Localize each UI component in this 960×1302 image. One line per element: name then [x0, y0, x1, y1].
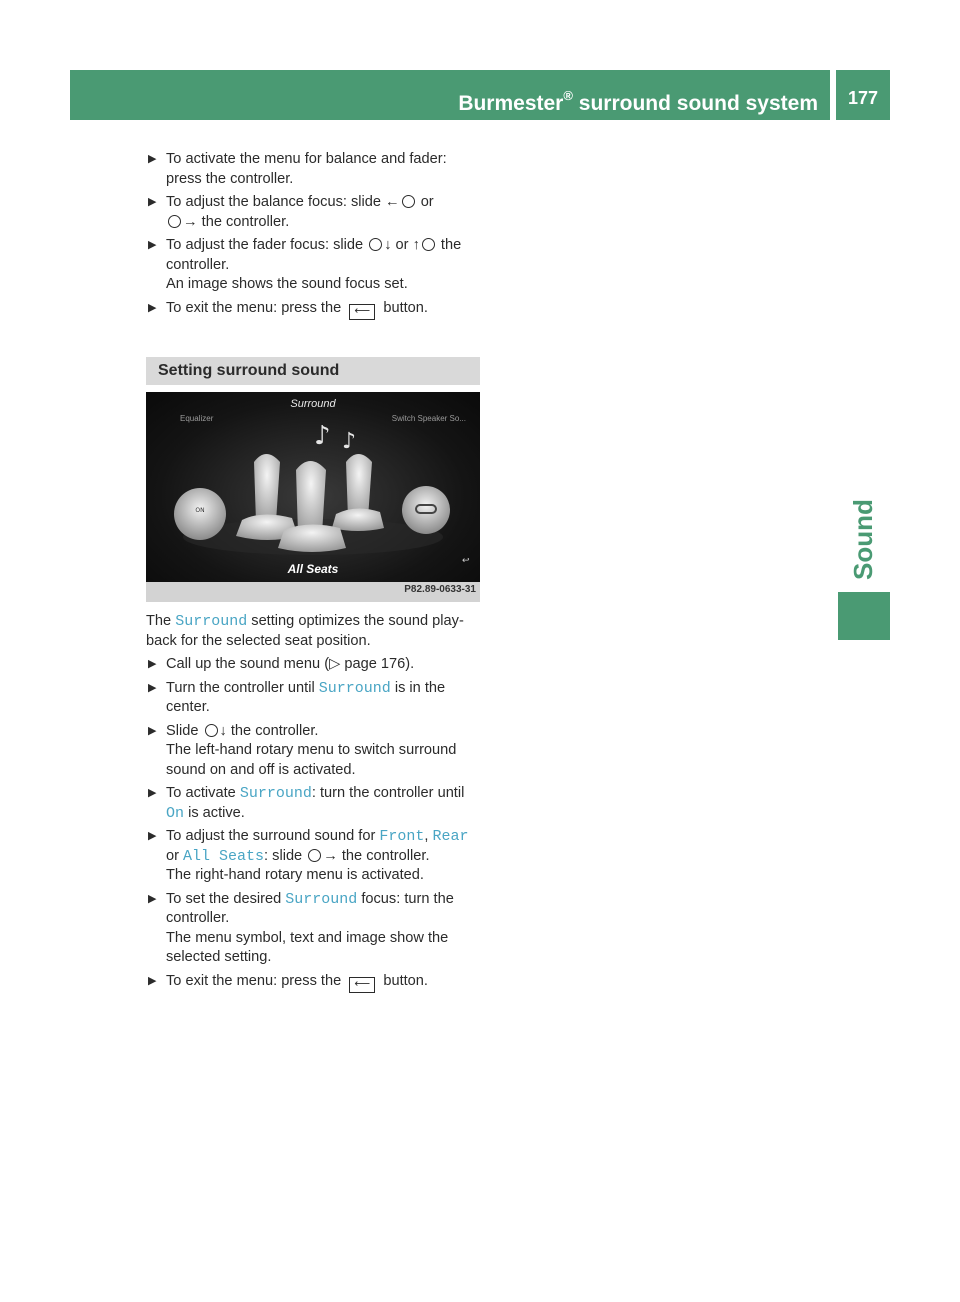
figure-code: P82.89-0633-31 — [404, 584, 476, 595]
section-heading: Setting surround sound — [146, 357, 480, 385]
page-header — [70, 70, 830, 120]
svg-text:ON: ON — [195, 507, 205, 514]
list-item: ▶ To adjust the fader focus: slide ↓ or ↑ the controller. An image shows the sound focus set. — [148, 237, 462, 292]
list-item: ▶ Call up the sound menu (▷ page 176). — [146, 655, 484, 675]
list-item: ▶ To exit the menu: press the ⟵ button. — [146, 299, 484, 320]
bullet-arrow-icon: ▶ — [148, 196, 157, 208]
list-item: ▶ To activate the menu for balance and fader: press the controller. — [148, 151, 447, 187]
slide-up-icon: ↑ — [413, 237, 437, 253]
list-item: ▶ To activate Surround: turn the controller until On is active. — [148, 785, 465, 822]
page-number: 177 — [836, 70, 890, 120]
page-title: Burmester® surround sound system — [458, 88, 818, 115]
bullet-arrow-icon: ▶ — [148, 301, 157, 314]
bullet-arrow-icon: ▶ — [148, 830, 157, 842]
list-item: ▶ To adjust the balance focus: slide ← or → the controller. — [148, 194, 434, 230]
list-item: ▶ To set the desired Surround focus: turn the controller. The menu symbol, text and image show the selected setting. — [148, 890, 454, 965]
bullet-arrow-icon: ▶ — [148, 658, 157, 670]
slide-down-icon: ↓ — [203, 723, 227, 739]
side-tab-label: Sound — [848, 499, 878, 580]
surround-screen-image — [146, 392, 480, 582]
bullet-arrow-icon: ▶ — [148, 974, 157, 987]
slide-left-icon: ← — [385, 194, 417, 210]
intro-paragraph: The Surround setting optimizes the sound play- back for the selected seat position. — [146, 613, 464, 649]
bullet-arrow-icon: ▶ — [148, 681, 157, 694]
screen-menu-right: Switch Speaker So... — [391, 414, 466, 423]
instructions-top — [146, 150, 484, 324]
list-item: ▶ Turn the controller until Surround is in the center. — [148, 679, 446, 715]
bullet-arrow-icon: ▶ — [148, 153, 157, 165]
controller-icon — [168, 215, 181, 228]
back-button-icon: ⟵ — [349, 977, 375, 993]
svg-text:♪: ♪ — [314, 421, 331, 451]
screen-selected-value: All Seats — [287, 562, 339, 576]
music-note-icon — [314, 421, 356, 454]
list-item: ▶ Slide ↓ the controller. The left-hand rotary menu to switch surround sound on and off is activated. — [148, 722, 457, 778]
bullet-arrow-icon: ▶ — [148, 787, 157, 799]
seats-illustration — [146, 392, 480, 582]
bullet-arrow-icon: ▶ — [148, 724, 157, 737]
bullet-arrow-icon: ▶ — [148, 239, 157, 251]
slide-right-icon: → — [183, 213, 198, 230]
figure-caption-bar — [146, 582, 480, 602]
side-tab-marker — [838, 592, 890, 640]
back-button-icon: ⟵ — [349, 304, 375, 320]
list-item: ▶ To exit the menu: press the ⟵ button. — [146, 972, 484, 993]
instructions-bottom — [146, 612, 484, 997]
svg-text:♪: ♪ — [342, 429, 357, 454]
bullet-arrow-icon: ▶ — [148, 892, 157, 905]
screen-title: Surround — [290, 398, 336, 410]
list-item: ▶ To adjust the surround sound for Front, Rear or All Seats: slide → the controller. The right-hand rotary menu is activated. — [148, 828, 469, 883]
slide-down-icon: ↓ — [367, 237, 391, 253]
slide-right-icon: → — [306, 848, 338, 864]
screen-menu-left: Equalizer — [180, 414, 214, 423]
page-reference-icon: ▷ — [329, 656, 341, 672]
svg-text:↩: ↩ — [462, 556, 470, 566]
